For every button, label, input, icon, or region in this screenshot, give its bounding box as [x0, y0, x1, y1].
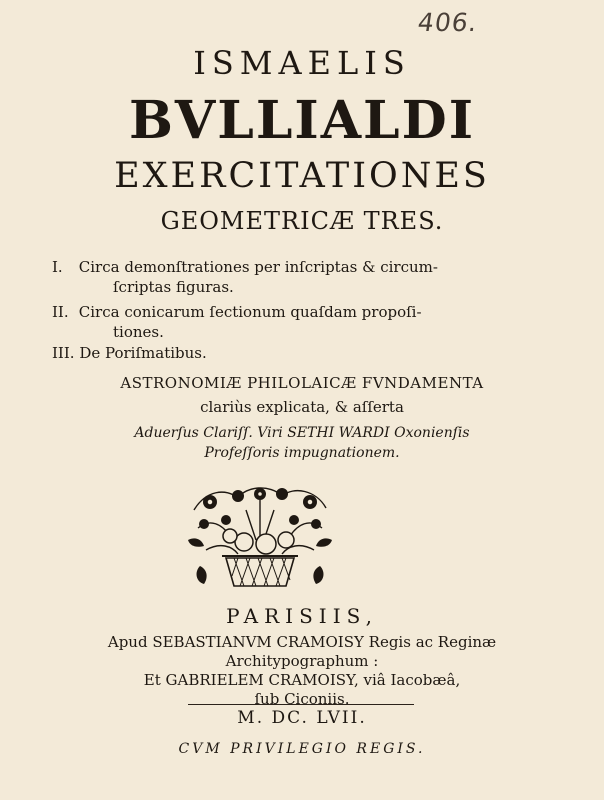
contents-text: Circa demonſtrationes per inſcriptas & circum-	[78, 258, 438, 276]
astronomy-impugnation: Profeſſoris impugnationem.	[204, 445, 400, 461]
imprint-publisher: Apud SEBASTIANVM CRAMOISY Regis ac Reginæ	[107, 633, 497, 651]
publication-date: M. DC. LVII.	[237, 708, 367, 728]
contents-text: De Poriſmatibus.	[79, 344, 207, 362]
flower-basket-ornament	[186, 480, 334, 592]
contents-item-2	[52, 303, 422, 321]
contents-continuation: tiones.	[113, 323, 164, 341]
divider-rule	[188, 704, 414, 705]
contents-text: Circa conicarum ſectionum quaſdam propoſi-	[78, 303, 422, 321]
imprint-city: PARISIIS,	[226, 604, 378, 628]
royal-privilege: CVM PRIVILEGIO REGIS.	[178, 741, 426, 757]
author-surname: BVLLIALDI	[128, 90, 476, 151]
work-title: EXERCITATIONES	[114, 156, 490, 196]
work-subtitle: GEOMETRICÆ TRES.	[160, 207, 444, 235]
astronomy-subheading: clariùs explicata, & aſſerta	[200, 398, 404, 416]
shelfmark: 406.	[415, 8, 480, 37]
contents-number: II.	[52, 303, 69, 321]
imprint-sign: ſub Ciconiis.	[254, 690, 350, 708]
contents-number: III.	[52, 344, 75, 362]
contents-item-1	[52, 258, 438, 276]
contents-number: I.	[52, 258, 63, 276]
imprint-copublisher: Et GABRIELEM CRAMOISY, viâ Iacobæâ,	[143, 671, 461, 689]
astronomy-heading: ASTRONOMIÆ PHILOLAICÆ FVNDAMENTA	[120, 374, 484, 392]
author-forename: ISMAELIS	[193, 44, 411, 82]
contents-continuation: ſcriptas figuras.	[113, 278, 234, 296]
astronomy-against: Aduerſus Clariſſ. Viri SETHI WARDI Oxonienſis	[134, 425, 470, 441]
contents-item-3	[52, 344, 207, 362]
imprint-role: Architypographum :	[225, 652, 379, 670]
